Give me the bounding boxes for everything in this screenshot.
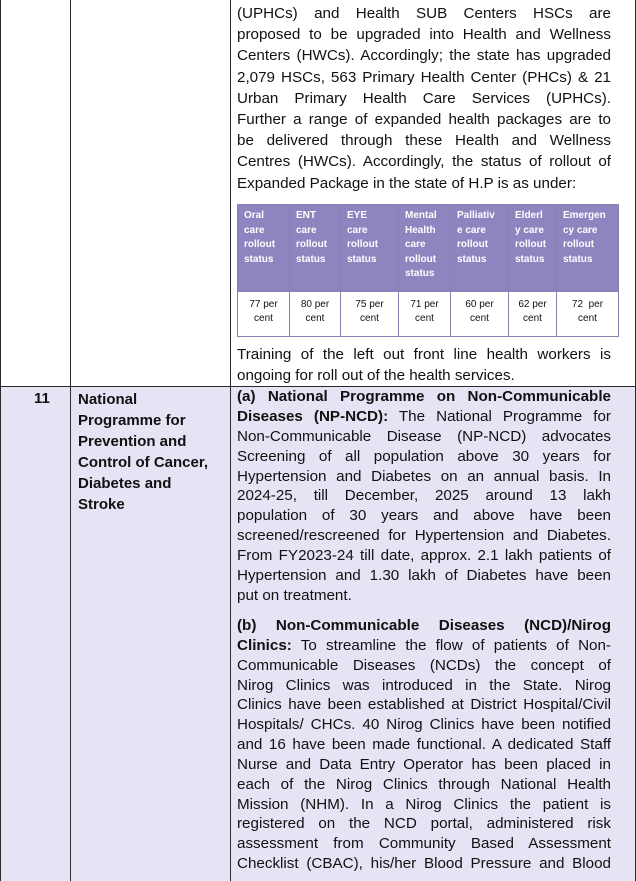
paragraph-line: 2,079 HSCs, 563 Primary Health Center (PHCs) & 21: [237, 68, 611, 86]
table-value-row: [238, 292, 619, 337]
paragraph-line: Urban Primary Health Care Services (UPHCs).: [237, 89, 611, 107]
paragraph-line: Expanded Package in the state of H.P is as under:: [237, 174, 577, 192]
header-eye-care: EYE care rollout status: [341, 205, 399, 292]
section-b-line: Checklist (CBAC), his/her Blood Pressure and Blood: [237, 855, 611, 873]
value-mental-health-care: 71 per cent: [399, 292, 451, 337]
header-mental-health-care: Mental Health care rollout status: [399, 205, 451, 292]
section-a-line: Diseases (NP-NCD): The National Programme for: [237, 407, 611, 425]
paragraph-line: proposed to be upgraded into Health and Wellness: [237, 26, 611, 44]
header-emergency-care: Emergen cy care rollout status: [557, 205, 619, 292]
header-palliative-care: Palliativ e care rollout status: [451, 205, 509, 292]
section-a-heading: (a) National Programme on Non-Communicable: [237, 388, 611, 405]
header-oral-care: Oral care rollout status: [238, 205, 290, 292]
serial-number: 11: [34, 390, 50, 407]
programme-name: National Programme for Prevention and Control of Cancer, Diabetes and Stroke: [78, 391, 209, 513]
paragraph-line: Training of the left out front line health workers is: [237, 346, 611, 363]
section-b-line: and 16 have been made functional. A dedicated Staff: [237, 736, 611, 754]
header-ent-care: ENT care rollout status: [290, 205, 341, 292]
section-b-line: Communicable Diseases (NCDs) the concept of: [237, 656, 611, 674]
section-b-line: Clinics have been established at District Hospital/Civil: [237, 696, 611, 714]
value-elderly-care: 62 per cent: [509, 292, 557, 337]
table-left-border: [0, 0, 1, 881]
section-a-line: screened/rescreened for Hypertension and Diabetes.: [237, 527, 611, 545]
value-emergency-care: 72 per cent: [557, 292, 619, 337]
section-b-line: Clinics: To streamline the flow of patients of Non-: [237, 636, 611, 654]
section-b-line: Hospitals/ CHCs. 40 Nirog Clinics have been notified: [237, 716, 611, 734]
section-a-line: Hypertension and Diabetes on an annual basis. In: [237, 467, 611, 485]
section-a-line: Hypertension and 1.30 lakh of Diabetes have been: [237, 567, 611, 585]
section-a-line: Screening of all population above 30 years for: [237, 447, 611, 465]
hwc-paragraph: [237, 3, 611, 194]
value-palliative-care: 60 per cent: [451, 292, 509, 337]
section-a-line: From FY2023-24 till date, approx. 2.1 lakh patients of: [237, 547, 611, 565]
paragraph-line: Centers (HWCs). Accordingly; the state has upgraded: [237, 47, 611, 65]
paragraph-line: (UPHCs) and Health SUB Centers HSCs are: [237, 5, 611, 22]
section-b-line: Nurse and Data Entry Operator has been placed in: [237, 755, 611, 773]
table-column-divider-1: [70, 0, 71, 881]
paragraph-line: be delivered through these Health and Wellness: [237, 132, 611, 150]
section-a-line: population of 30 years and above have been: [237, 507, 611, 525]
section-b-nirog-clinics: [237, 616, 611, 874]
header-elderly-care: Elderl y care rollout status: [509, 205, 557, 292]
training-paragraph: [237, 344, 611, 386]
section-a-line: 2024-25, till December, 2025 around 13 lakh: [237, 487, 611, 505]
paragraph-line: Further a range of expanded health packages are to: [237, 110, 611, 128]
section-b-line: each of the Nirog Clinics through National Health: [237, 775, 611, 793]
paragraph-line: Centres (HWCs). Accordingly, the status of rollout of: [237, 153, 611, 171]
section-b-line: registered on the NCD portal, administered risk: [237, 815, 611, 833]
value-eye-care: 75 per cent: [341, 292, 399, 337]
value-oral-care: 77 per cent: [238, 292, 290, 337]
rollout-status-table: [237, 204, 619, 337]
section-a-line: Non-Communicable Disease (NP-NCD) advocates: [237, 427, 611, 445]
section-a-np-ncd: [237, 387, 611, 606]
section-b-line: assessment from Community Based Assessment: [237, 835, 611, 853]
section-b-line: Nirog Clinics was introduced in the State. Nirog: [237, 676, 611, 694]
section-a-line: put on treatment.: [237, 586, 352, 604]
section-b-line: Mission (NHM). In a Nirog Clinics the patient is: [237, 795, 611, 813]
section-b-heading: (b) Non-Communicable Diseases (NCD)/Nirog: [237, 617, 611, 634]
paragraph-line: ongoing for roll out of the health services.: [237, 367, 515, 385]
value-ent-care: 80 per cent: [290, 292, 341, 337]
table-header-row: [238, 205, 619, 292]
